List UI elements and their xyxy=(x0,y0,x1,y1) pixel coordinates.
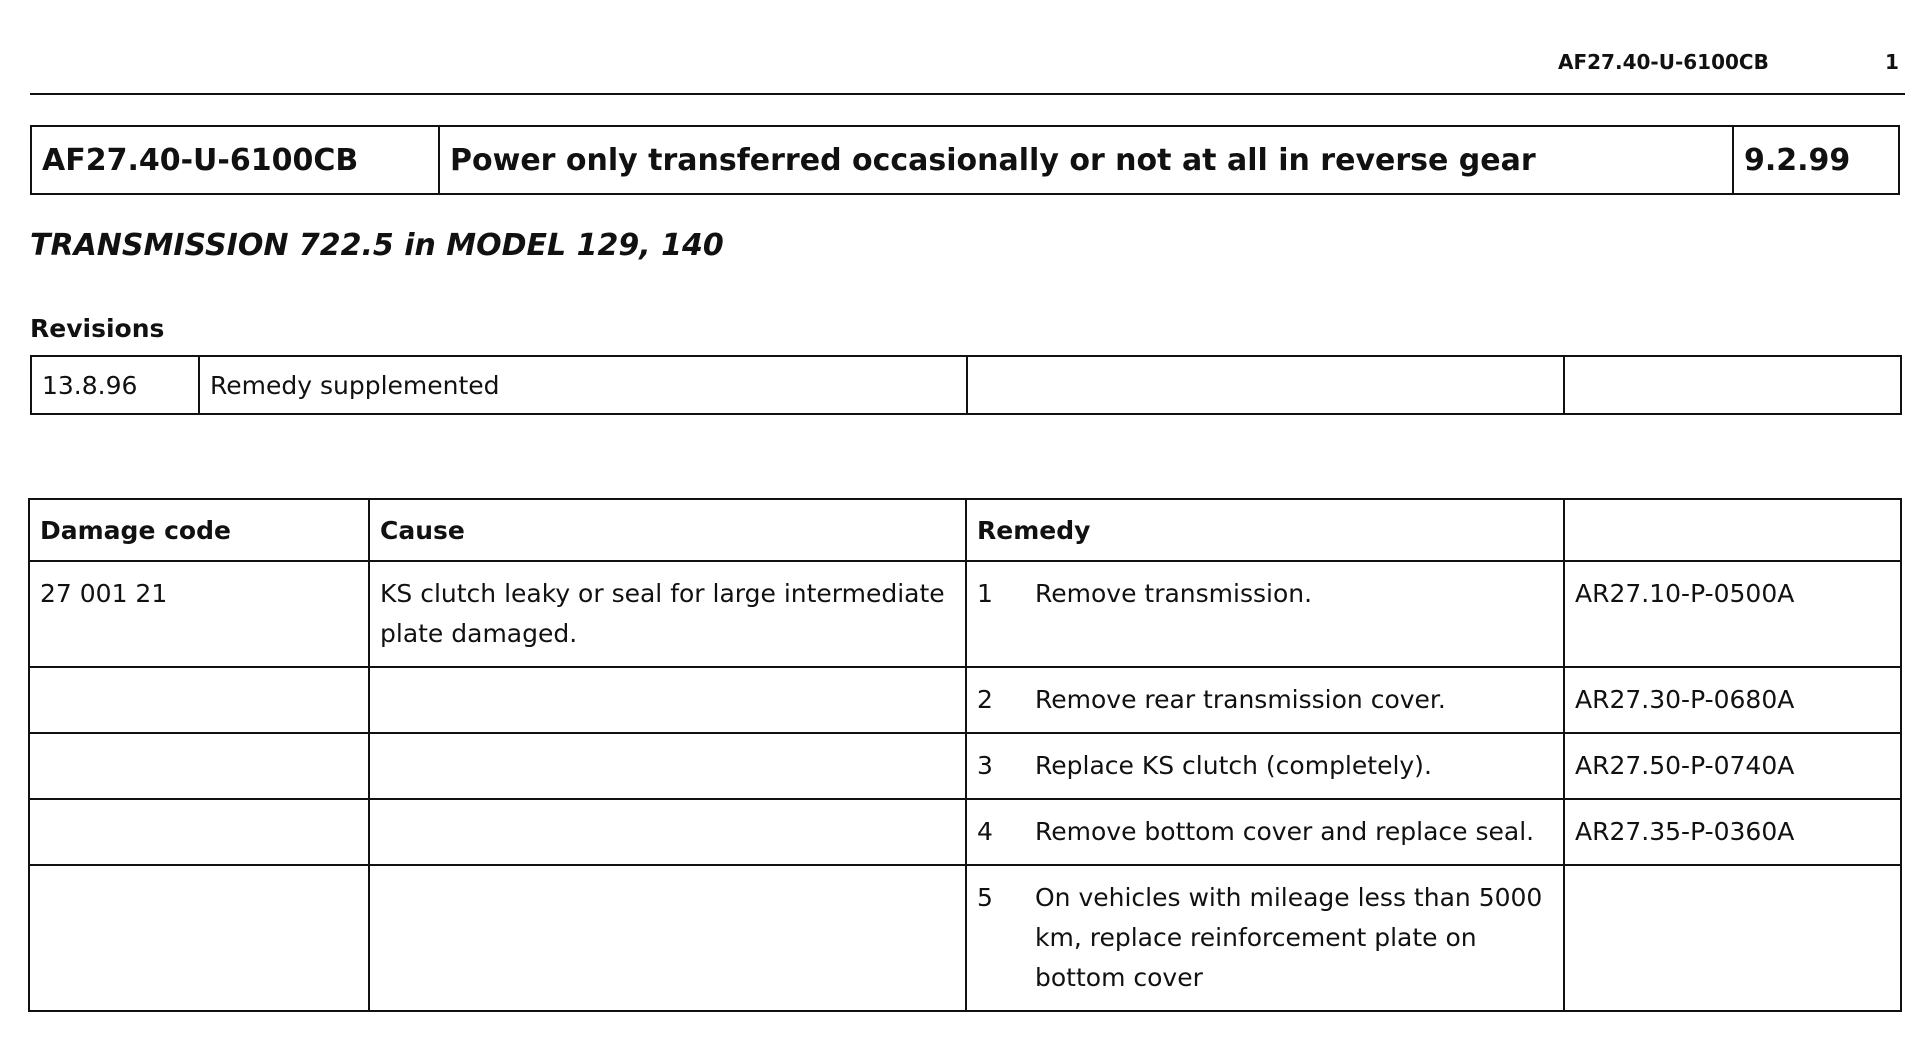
title-box xyxy=(30,125,1900,195)
reference-cell: AR27.35-P-0360A xyxy=(1564,799,1901,865)
header-reference xyxy=(1564,499,1901,561)
step-number: 1 xyxy=(977,579,993,608)
damage-code-cell xyxy=(29,799,369,865)
reference-cell: AR27.10-P-0500A xyxy=(1564,561,1901,667)
table-row xyxy=(29,799,1901,865)
revisions-label: Revisions xyxy=(30,314,165,343)
cause-cell xyxy=(369,799,966,865)
damage-code-cell xyxy=(29,733,369,799)
header-cause: Cause xyxy=(369,499,966,561)
damage-table xyxy=(28,498,1902,1012)
header-damage-code: Damage code xyxy=(29,499,369,561)
step-number: 2 xyxy=(977,685,993,714)
header-remedy: Remedy xyxy=(966,499,1564,561)
revisions-table xyxy=(30,355,1902,415)
remedy-cell xyxy=(966,733,1564,799)
revision-date: 13.8.96 xyxy=(31,356,199,414)
revision-col4 xyxy=(1564,356,1901,414)
header-page-number: 1 xyxy=(1885,50,1899,74)
remedy-cell xyxy=(966,667,1564,733)
remedy-text: Replace KS clutch (completely). xyxy=(1035,751,1432,780)
title-description: Power only transferred occasionally or not at all in reverse gear xyxy=(440,127,1734,193)
revision-row xyxy=(31,356,1901,414)
cause-cell xyxy=(369,865,966,1011)
damage-code-cell xyxy=(29,667,369,733)
remedy-text: Remove bottom cover and replace seal. xyxy=(1035,817,1535,846)
damage-code-cell xyxy=(29,865,369,1011)
damage-code-cell: 27 001 21 xyxy=(29,561,369,667)
reference-cell: AR27.50-P-0740A xyxy=(1564,733,1901,799)
cause-cell xyxy=(369,667,966,733)
cause-cell xyxy=(369,733,966,799)
table-row xyxy=(29,865,1901,1011)
remedy-text: Remove transmission. xyxy=(1035,579,1313,608)
remedy-cell xyxy=(966,799,1564,865)
revision-col3 xyxy=(967,356,1564,414)
remedy-cell xyxy=(966,865,1564,1011)
cause-cell: KS clutch leaky or seal for large intermediate plate damaged. xyxy=(369,561,966,667)
step-number: 5 xyxy=(977,883,993,912)
table-row xyxy=(29,561,1901,667)
table-row xyxy=(29,667,1901,733)
step-number: 3 xyxy=(977,751,993,780)
title-code: AF27.40-U-6100CB xyxy=(32,127,440,193)
title-date: 9.2.99 xyxy=(1744,142,1851,178)
revision-text: Remedy supplemented xyxy=(199,356,967,414)
reference-cell xyxy=(1564,865,1901,1011)
damage-table-header xyxy=(29,499,1901,561)
reference-cell: AR27.30-P-0680A xyxy=(1564,667,1901,733)
remedy-text: Remove rear transmission cover. xyxy=(1035,685,1446,714)
step-number: 4 xyxy=(977,817,993,846)
page-header xyxy=(0,0,1910,100)
transmission-subtitle: TRANSMISSION 722.5 in MODEL 129, 140 xyxy=(30,228,724,263)
header-rule xyxy=(30,93,1905,95)
remedy-cell xyxy=(966,561,1564,667)
header-doc-code: AF27.40-U-6100CB xyxy=(1558,50,1769,74)
remedy-text: On vehicles with mileage less than 5000 km, replace reinforcement plate on bottom cover xyxy=(1035,883,1543,992)
table-row xyxy=(29,733,1901,799)
